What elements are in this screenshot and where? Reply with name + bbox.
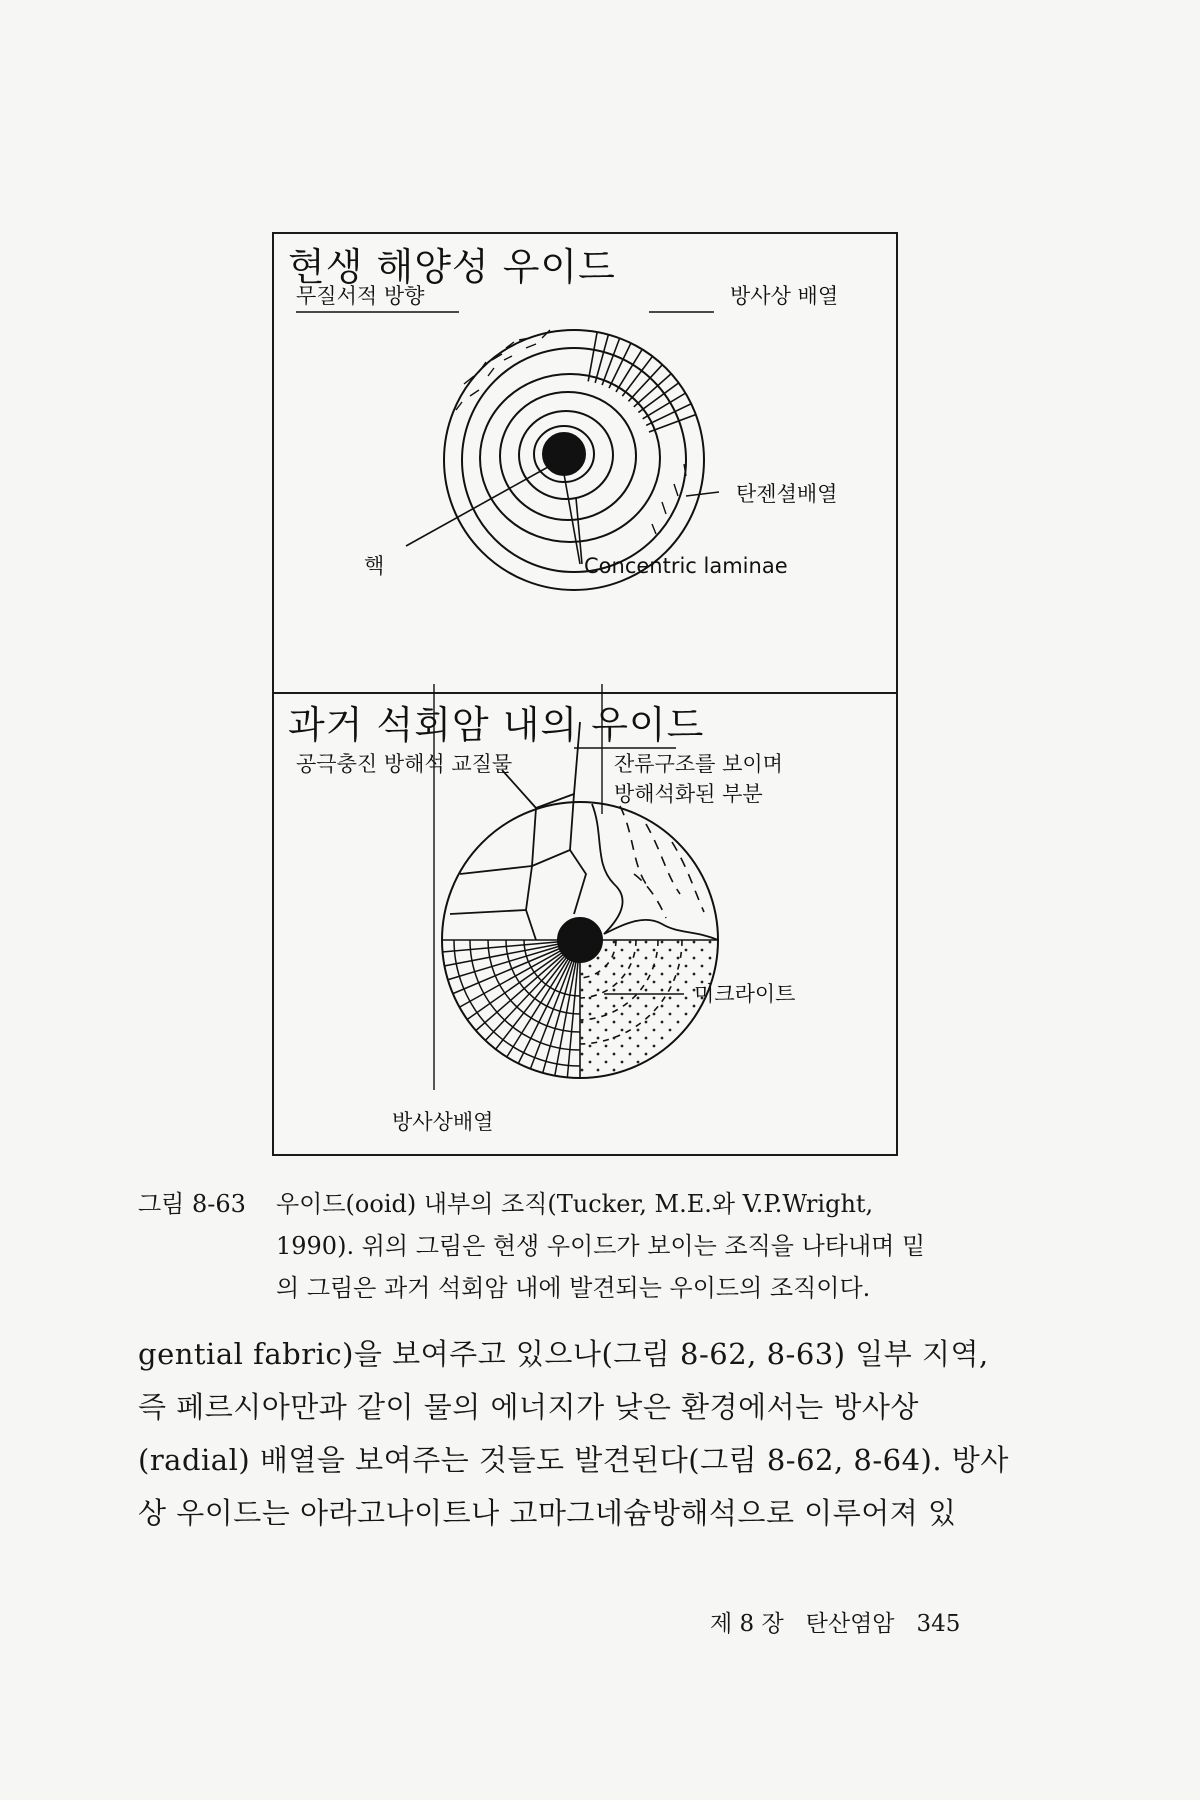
- ancient-nucleus: [558, 918, 602, 962]
- page-number: 345: [916, 1611, 961, 1637]
- label-radial-arrangement: 방사상 배열: [730, 284, 839, 308]
- footer-chapter-title: 탄산염암: [805, 1611, 895, 1637]
- label-pore-filling-cement: 공극충진 방해석 교질물: [296, 752, 513, 776]
- figure-caption: [138, 1183, 1038, 1309]
- body-paragraph: [138, 1328, 1038, 1540]
- body-line: 상 우이드는 아라고나이트나 고마그네슘방해석으로 이루어져 있: [138, 1496, 957, 1530]
- body-line: (radial) 배열을 보여주는 것들도 발견된다(그림 8-62, 8-64). 방사: [138, 1443, 1009, 1477]
- label-random-orientation: 무질서적 방향: [296, 284, 425, 308]
- caption-line-2: 1990). 위의 그림은 현생 우이드가 보이는 조직을 나타내며 밑: [276, 1232, 926, 1260]
- caption-line-1: 우이드(ooid) 내부의 조직(Tucker, M.E.와 V.P.Wright,: [276, 1190, 874, 1218]
- modern-nucleus: [543, 433, 585, 475]
- modern-ooid: [296, 294, 724, 590]
- body-line: gential fabric)을 보여주고 있으나(그림 8-62, 8-63) 일부 지역,: [138, 1337, 989, 1371]
- ancient-ooid-title: 과거 석회암 내의 우이드: [288, 703, 705, 747]
- label-relict-structure-line1: 잔류구조를 보이며: [614, 752, 783, 776]
- caption-label: 그림 8-63: [138, 1190, 246, 1218]
- label-radial-arrangement-bottom: 방사상배열: [392, 1110, 494, 1134]
- label-concentric-laminae: Concentric laminae: [584, 554, 788, 578]
- caption-line-3: 의 그림은 과거 석회암 내에 발견되는 우이드의 조직이다.: [276, 1274, 871, 1302]
- body-line: 즉 페르시아만과 같이 물의 에너지가 낮은 환경에서는 방사상: [138, 1390, 919, 1424]
- label-tangential-arrangement: 탄젠셜배열: [736, 482, 838, 506]
- modern-ooid-title: 현생 해양성 우이드: [288, 245, 616, 289]
- ooid-figure: [272, 232, 898, 1156]
- footer-chapter: 제 8 장: [710, 1611, 784, 1637]
- label-micrite: 미크라이트: [694, 982, 796, 1006]
- label-relict-structure-line2: 방해석화된 부분: [614, 782, 763, 806]
- label-nucleus: 핵: [364, 554, 385, 578]
- page-footer: [710, 1605, 960, 1638]
